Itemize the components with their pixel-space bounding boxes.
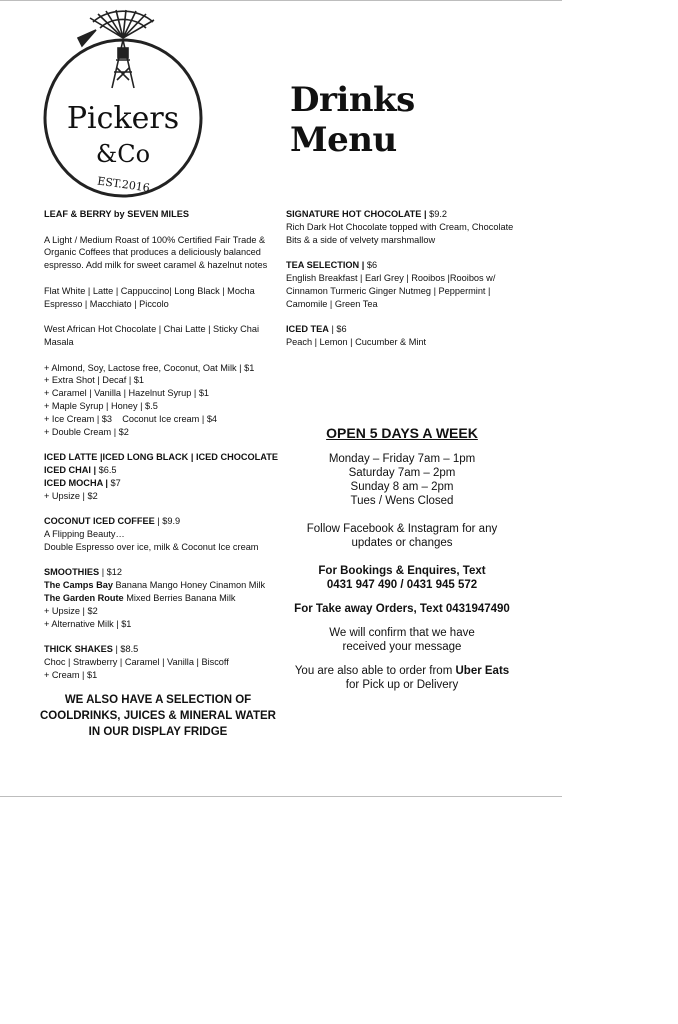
iced-tea-list: Peach | Lemon | Cucumber & Mint <box>286 336 427 347</box>
iced-mocha-price: $7 <box>108 477 121 488</box>
tea-list: English Breakfast | Earl Grey | Rooibos |Rooibos w/ Cinnamon Turmeric Ginger Nutmeg | Peppermint | Camomile | Green Tea <box>286 272 496 309</box>
hot-choc-desc: Rich Dark Hot Chocolate topped with Cream, Chocolate Bits & a side of velvety marshmallow <box>286 221 514 245</box>
shakes-flavours: Choc | Strawberry | Caramel | Vanilla | Biscoff <box>44 656 229 667</box>
logo-est: EST.2016 <box>96 174 151 195</box>
tea-price: $6 <box>364 260 378 271</box>
logo-name: Pickers <box>66 101 180 136</box>
logo-amp: &Co <box>95 140 151 168</box>
fridge-note-line3: IN OUR DISPLAY FRIDGE <box>88 726 228 738</box>
garden-route-name: The Garden Route <box>44 592 124 603</box>
iced-upsize: + Upsize | $2 <box>44 490 98 501</box>
garden-route-line <box>44 592 280 605</box>
leaf-heading: LEAF & BERRY by SEVEN MILES <box>44 209 189 219</box>
camps-bay-name: The Camps Bay <box>44 580 113 591</box>
confirm-note: We will confirm that we have received your message <box>329 627 475 653</box>
uber-post: for Pick up or Delivery <box>345 679 459 691</box>
fridge-note-line2: COOLDRINKS, JUICES & MINERAL WATER <box>40 710 276 722</box>
hours-closed: Tues / Wens Closed <box>350 495 454 507</box>
bookings-label: For Bookings & Enquires, Text <box>318 565 486 577</box>
other-drinks-list: West African Hot Chocolate | Chai Latte | Sticky Chai Masala <box>44 324 259 347</box>
addon-item: + Extra Shot | Decaf | $1 <box>44 375 145 386</box>
uber-eats: Uber Eats <box>455 665 510 677</box>
bottom-rule <box>0 796 562 797</box>
coffee-list: Flat White | Latte | Cappuccino| Long Black | Mocha Espresso | Macchiato | Piccolo <box>44 285 255 309</box>
hours-heading: OPEN 5 DAYS A WEEK <box>326 425 478 441</box>
leaf-description: A Light / Medium Roast of 100% Certified Fair Trade & Organic Coffees that produces a deliciously balanced espresso. Add milk for sweet caramel & hazelnut notes <box>44 234 268 271</box>
bookings-numbers: 0431 947 490 / 0431 945 572 <box>326 579 478 591</box>
coconut-name: COCONUT ICED COFFEE <box>44 516 155 527</box>
garden-route-desc: Mixed Berries Banana Milk <box>123 592 236 603</box>
logo-graphic <box>38 8 208 198</box>
smoothie-upsize: + Upsize | $2 <box>44 605 98 616</box>
social-note: Follow Facebook & Instagram for any updates or changes <box>306 523 498 549</box>
coconut-price: | $9.9 <box>154 516 181 527</box>
hours-sunday: Sunday 8 am – 2pm <box>350 481 454 493</box>
addon-item: + Maple Syrup | Honey | $.5 <box>44 400 158 411</box>
iced-chai-price: $6.5 <box>96 464 117 475</box>
iced-tea-name: ICED TEA <box>286 324 329 335</box>
fridge-note <box>40 692 276 740</box>
shakes-heading <box>44 643 280 656</box>
smoothies-heading <box>44 566 280 579</box>
iced-tea-heading <box>286 323 522 336</box>
takeaway-note: For Take away Orders, Text 0431947490 <box>294 603 510 615</box>
iced-tea-price: | $6 <box>328 324 347 335</box>
addon-item: + Almond, Soy, Lactose free, Coconut, Oat Milk | $1 <box>44 362 255 373</box>
smoothies-price: | $12 <box>99 567 122 578</box>
hours-saturday: Saturday 7am – 2pm <box>348 467 456 479</box>
camps-bay-line <box>44 579 280 592</box>
addon-item: + Ice Cream | $3 Coconut Ice cream | $4 <box>44 413 218 424</box>
page-title: Drinks Menu <box>290 80 415 160</box>
hot-choc-heading <box>286 208 522 221</box>
camps-bay-desc: Banana Mango Honey Cinamon Milk <box>112 580 266 591</box>
opening-hours <box>282 424 522 692</box>
coconut-line1: A Flipping Beauty… <box>44 528 125 539</box>
coconut-line2: Double Espresso over ice, milk & Coconut Ice cream <box>44 541 259 552</box>
left-column <box>44 208 280 681</box>
smoothies-name: SMOOTHIES <box>44 567 100 578</box>
shakes-cream: + Cream | $1 <box>44 669 98 680</box>
iced-mocha-line <box>44 477 280 490</box>
tea-heading <box>286 259 522 272</box>
iced-drinks-heading: ICED LATTE |ICED LONG BLACK | ICED CHOCOLATE <box>44 452 278 463</box>
hours-weekdays: Monday – Friday 7am – 1pm <box>328 453 476 465</box>
iced-chai-name: ICED CHAI | <box>44 464 97 475</box>
tea-name: TEA SELECTION | <box>286 260 365 271</box>
iced-chai-line <box>44 464 280 477</box>
addon-item: + Caramel | Vanilla | Hazelnut Syrup | $1 <box>44 388 210 399</box>
hot-choc-name: SIGNATURE HOT CHOCOLATE | <box>286 209 427 219</box>
shakes-name: THICK SHAKES <box>44 644 113 655</box>
uber-pre: You are also able to order from <box>294 665 456 677</box>
top-rule <box>0 0 562 1</box>
pickers-co-logo <box>38 8 208 198</box>
iced-mocha-name: ICED MOCHA | <box>44 477 108 488</box>
shakes-price: | $8.5 <box>112 644 139 655</box>
addon-item: + Double Cream | $2 <box>44 426 129 437</box>
smoothie-alt-milk: + Alternative Milk | $1 <box>44 618 132 629</box>
right-column <box>286 208 522 349</box>
coconut-heading <box>44 515 280 528</box>
uber-line <box>282 664 522 678</box>
fridge-note-line1: WE ALSO HAVE A SELECTION OF <box>64 694 252 706</box>
hot-choc-price: $9.2 <box>426 209 447 219</box>
